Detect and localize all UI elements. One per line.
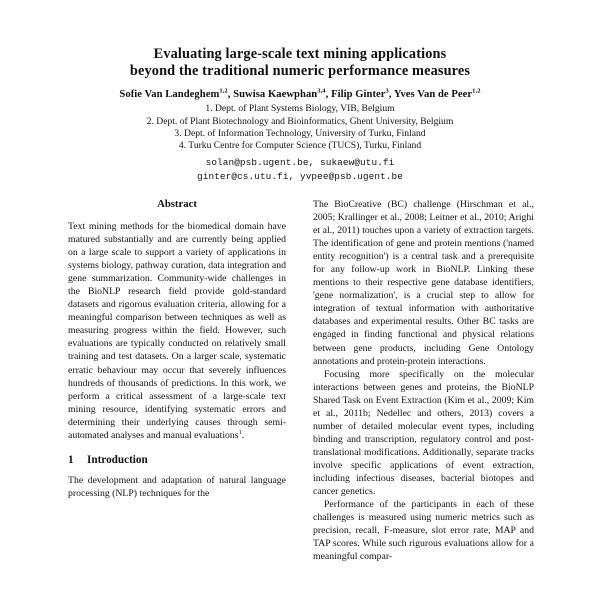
email-line-1[interactable]: solan@psb.ugent.be, sukaew@utu.fi (205, 157, 395, 169)
introduction-paragraph: The development and adaptation of natural language processing (NLP) techniques for the (68, 475, 286, 500)
author-list (60, 88, 540, 101)
author-3-name: Filip Ginter (331, 88, 386, 100)
author-2-affiliation-marker: 3,4 (317, 87, 326, 95)
right-paragraph-2: Focusing more specifically on the molecular interactions between genes and proteins, the BioNLP Shared Task on Event Extraction (Kim et al., 2009; Kim et al., 2011b; Nedellec and others, 2013) covers a number of detailed molecular event types, including binding and transcription, regulatory control and post-translational modifications. Additionally, separate tracks involve specific applications of event extraction, including infectious diseases, bacterial biotopes and cancer genetics. (313, 368, 534, 498)
author-1-affiliation-marker: 1,2 (219, 87, 228, 95)
author-1-name: Sofie Van Landeghem (119, 88, 220, 100)
abstract-body-text: Text mining methods for the biomedical domain have matured substantially and are currently being applied on a large scale to support a variety of applications in systems biology, pathway curation, data integration and gene summarization. Community-wide challenges in the BioNLP research field provide gold-standard datasets and rigorous evaluation criteria, allowing for a meaningful comparison between techniques as well as measuring progress within the field. However, such evaluations are typically conducted on relatively small training and test datasets. On a larger scale, systematic erratic behaviour may occur that severely influences hundreds of thousands of predictions. In this work, we perform a critical assessment of a large-scale text mining resource, identifying systematic errors and determining their underlying causes through semi-automated analyses and manual evaluations (68, 221, 286, 441)
title-block (0, 0, 600, 183)
section-heading-introduction (68, 454, 286, 468)
email-line-2[interactable]: ginter@cs.utu.fi, yvpee@psb.ugent.be (197, 170, 403, 182)
abstract-final-punctuation: . (241, 429, 245, 441)
page-title (60, 46, 540, 80)
abstract-heading: Abstract (157, 198, 197, 210)
right-paragraph-1: The BioCreative (BC) challenge (Hirschman et al., 2005; Krallinger et al., 2008; Leitner et al., 2010; Arighi et al., 2011) touches upon a variety of extraction targets. The identification of gene and protein mentions ('named entity recognition') is a central task and a prerequisite for any follow-up work in BioNLP. Linking these mentions to their respective gene database identifiers, 'gene normalization', is a crucial step to allow for integration of textual information with authoritative databases and experimental results. Other BC tasks are engaged in finding functional and physical relations between gene products, including Gene Ontology annotations and protein-protein interactions. (313, 199, 534, 367)
abstract-footnote-marker[interactable]: 1 (238, 428, 242, 436)
author-separator-2: , (325, 88, 332, 100)
right-paragraph-3: Performance of the participants in each of these challenges is measured using numeric metrics such as precision, recall, F-measure, slot error rate, MAP and TAP scores. While such rigurous evaluations allow for a meaningful compar- (313, 499, 534, 563)
affiliation-list (60, 103, 540, 152)
title-line-1: Evaluating large-scale text mining applications (153, 46, 447, 62)
email-list (60, 156, 540, 183)
abstract-paragraph (68, 220, 286, 442)
right-column (313, 198, 534, 600)
section-title: Introduction (87, 453, 148, 466)
affiliation-2: 2. Dept. of Plant Biotechnology and Bioinformatics, Ghent University, Belgium (146, 115, 454, 127)
body-columns (0, 198, 600, 600)
author-4-affiliation-marker: 1,2 (472, 87, 481, 95)
author-4-name: Yves Van de Peer (393, 88, 473, 100)
left-column (68, 198, 286, 600)
affiliation-3: 3. Dept. of Information Technology, University of Turku, Finland (174, 128, 426, 139)
author-separator-1: , (227, 88, 234, 100)
affiliation-1: 1. Dept. of Plant Systems Biology, VIB, Belgium (205, 103, 395, 115)
author-2-name: Suwisa Kaewphan (233, 88, 318, 100)
title-line-2: beyond the traditional numeric performance measures (129, 63, 471, 80)
author-3-affiliation-marker: 3 (385, 87, 389, 95)
author-separator-3: , (388, 88, 394, 100)
affiliation-4: 4. Turku Centre for Computer Science (TUCS), Turku, Finland (178, 140, 422, 152)
section-number: 1 (68, 453, 74, 466)
